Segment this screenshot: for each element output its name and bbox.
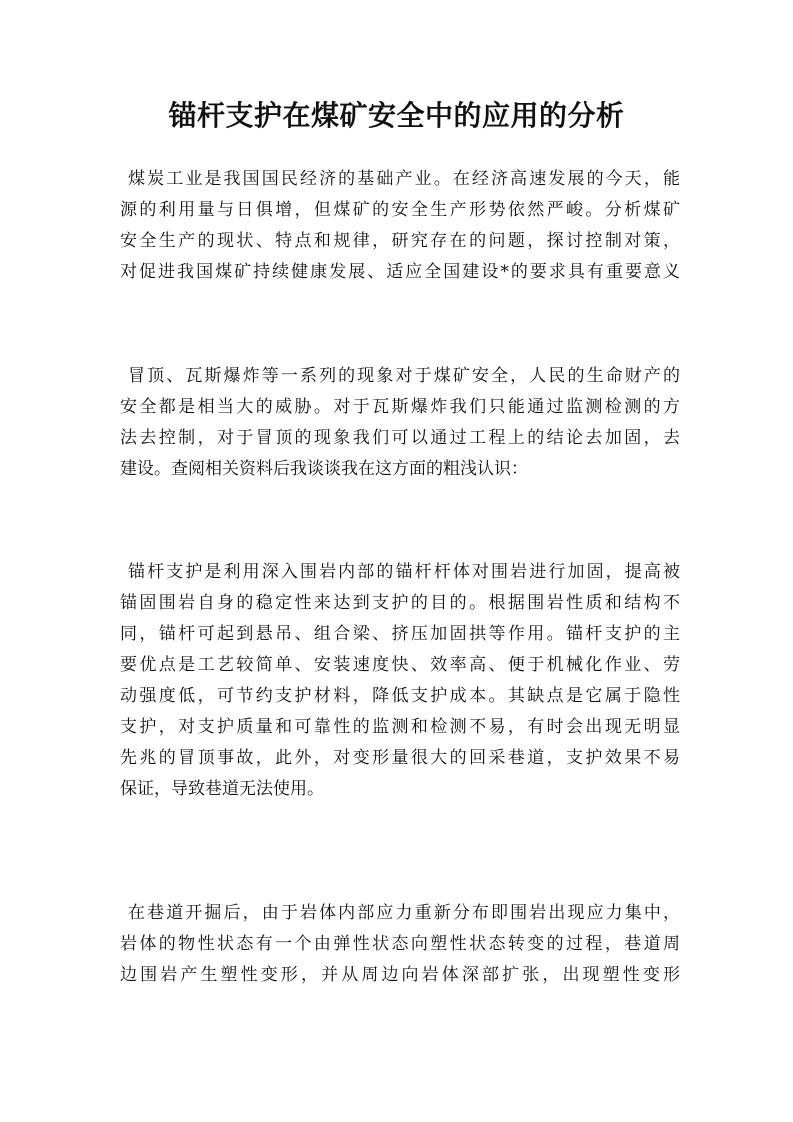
paragraph-line: 保证，导致巷道无法使用。 [120, 779, 324, 799]
paragraph-line: 煤炭工业是我国国民经济的基础产业。在经济高速发展的今天，能 [128, 169, 680, 189]
document-title: 锚杆支护在煤矿安全中的应用的分析 [168, 99, 625, 132]
paragraph-line: 动强度低，可节约支护材料，降低支护成本。其缺点是它属于隐性 [120, 686, 680, 706]
paragraph-line: 锚固围岩自身的稳定性来达到支护的目的。根据围岩性质和结构不 [120, 593, 680, 613]
paragraph-line: 源的利用量与日俱增，但煤矿的安全生产形势依然严峻。分析煤矿 [120, 200, 680, 220]
paragraph-line: 建设。查阅相关资料后我谈谈我在这方面的粗浅认识： [120, 459, 528, 479]
paragraph-2 [120, 361, 680, 485]
paragraph-line: 锚杆支护是利用深入围岩内部的锚杆杆体对围岩进行加固，提高被 [128, 562, 680, 582]
paragraph-line: 安全生产的现状、特点和规律，研究存在的问题，探讨控制对策， [120, 231, 680, 251]
paragraph-3 [120, 557, 680, 805]
paragraph-line: 支护，对支护质量和可靠性的监测和检测不易，有时会出现无明显 [120, 717, 680, 737]
paragraph-line: 对促进我国煤矿持续健康发展、适应全国建设*的要求具有重要意义 [120, 262, 680, 282]
paragraph-line: 安全都是相当大的威胁。对于瓦斯爆炸我们只能通过监测检测的方 [120, 397, 680, 417]
paragraph-line: 在巷道开掘后，由于岩体内部应力重新分布即围岩出现应力集中， [128, 903, 680, 923]
paragraph-line: 要优点是工艺较简单、安装速度快、效率高、便于机械化作业、劳 [120, 655, 680, 675]
paragraph-line: 岩体的物性状态有一个由弹性状态向塑性状态转变的过程，巷道周 [120, 934, 680, 954]
paragraph-line: 先兆的冒顶事故，此外，对变形量很大的回采巷道，支护效果不易 [120, 748, 680, 768]
paragraph-line: 冒顶、瓦斯爆炸等一系列的现象对于煤矿安全，人民的生命财产的 [128, 366, 680, 386]
paragraph-1 [120, 164, 680, 288]
paragraph-4 [120, 898, 680, 991]
paragraph-line: 同，锚杆可起到悬吊、组合梁、挤压加固拱等作用。锚杆支护的主 [120, 624, 680, 644]
paragraph-line: 法去控制，对于冒顶的现象我们可以通过工程上的结论去加固，去 [120, 428, 680, 448]
paragraph-line: 边围岩产生塑性变形，并从周边向岩体深部扩张，出现塑性变形 [120, 965, 680, 985]
